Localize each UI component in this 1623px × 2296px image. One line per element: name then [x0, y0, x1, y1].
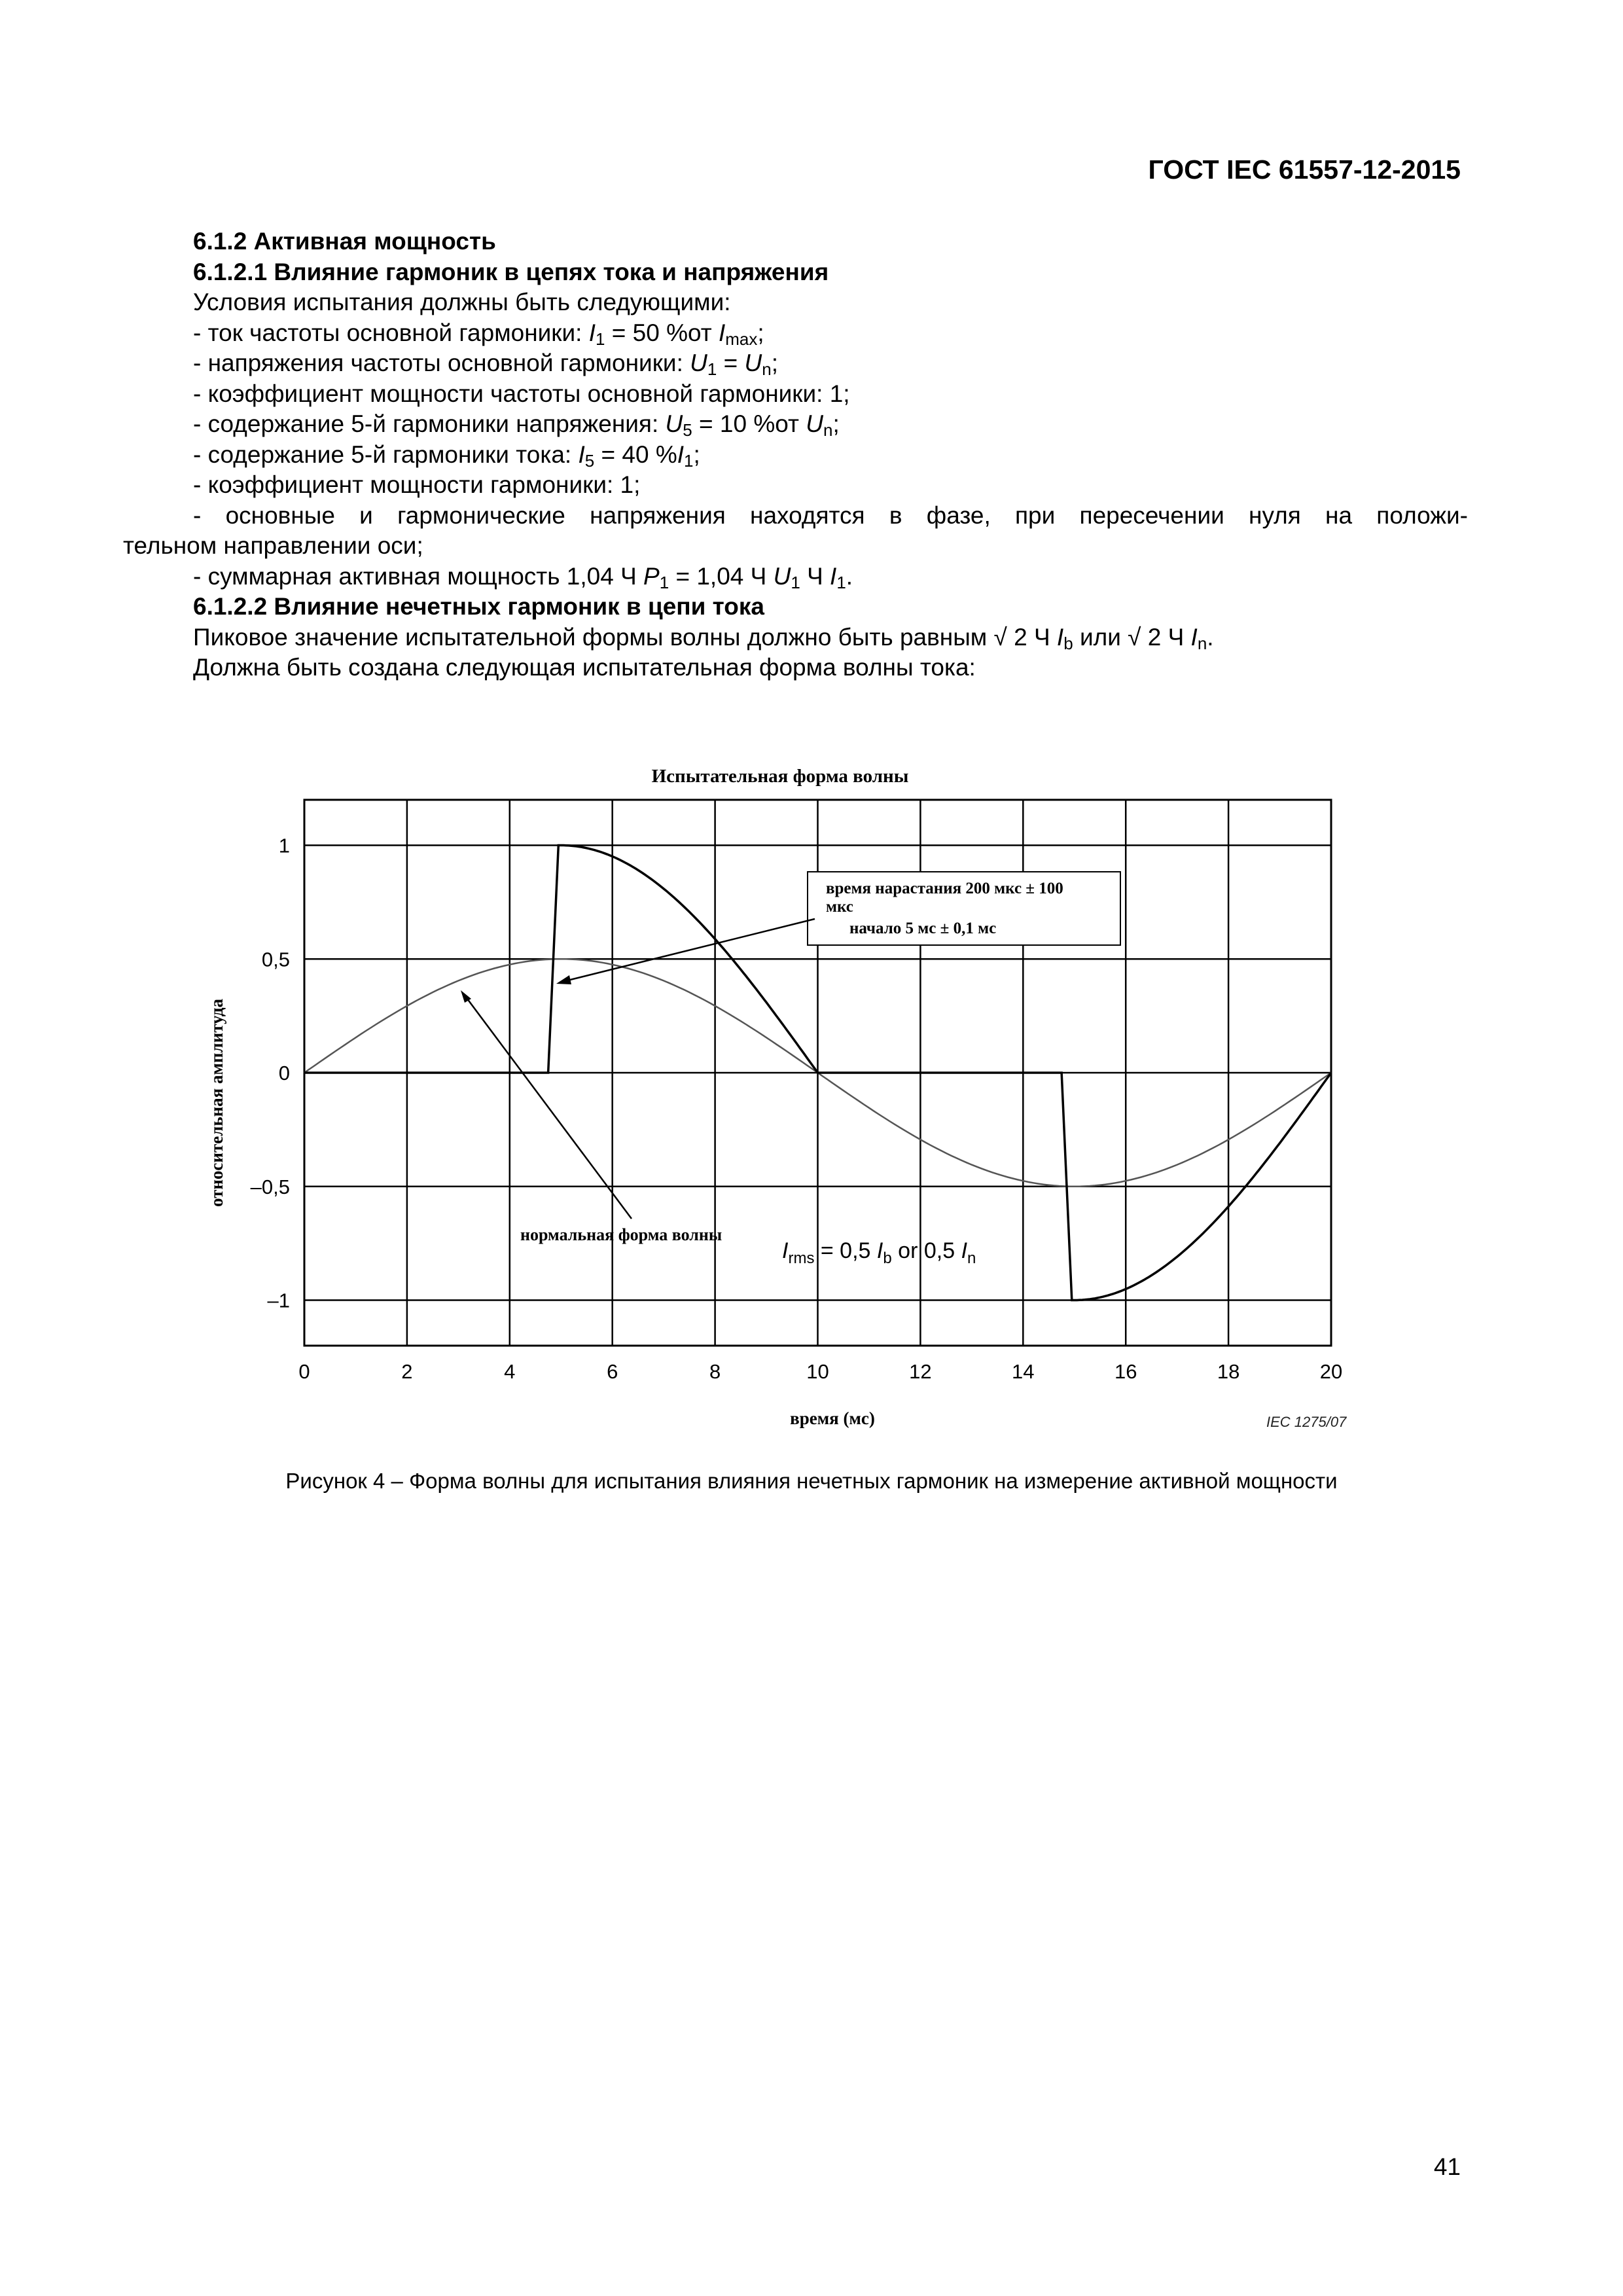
body-text	[123, 226, 1468, 683]
section-6-1-2-title: 6.1.2 Активная мощность	[193, 228, 496, 255]
y-tick-label: –0,5	[250, 1175, 290, 1198]
condition-item: - основные и гармонические напряжения находятся в фазе, при пересечении нуля на положи-	[193, 501, 1468, 529]
x-tick-label: 8	[709, 1360, 721, 1383]
section-6-1-2-1-title: 6.1.2.1 Влияние гармоник в цепях тока и напряжения	[193, 258, 829, 285]
condition-item: - ток частоты основной гармоники: $I_1 = 50$ %от $I_{max}$;	[193, 319, 764, 349]
conditions-intro: Условия испытания должны быть следующими:	[193, 289, 731, 315]
rise-time-arrowhead	[556, 975, 571, 984]
document-id: ГОСТ IEC 61557-12-2015	[1148, 154, 1461, 185]
x-tick-label: 14	[1012, 1360, 1035, 1383]
x-tick-label: 10	[806, 1360, 829, 1383]
page-number: 41	[1433, 2153, 1461, 2180]
iec-reference: IEC 1275/07	[1266, 1414, 1347, 1430]
figure-caption: Рисунок 4 – Форма волны для испытания влияния нечетных гармоник на измерение активной мощности	[285, 1469, 1338, 1493]
condition-item: - суммарная активная мощность 1,04 Ч $P_1 = 1,04$ Ч $U_1$ Ч $I_1$.	[193, 562, 853, 592]
y-axis-label: относительная амплитуда	[207, 998, 226, 1208]
rise-time-label-cont: мкс	[826, 898, 853, 916]
peak-value-text: Пиковое значение испытательной формы волны должно быть равным √ 2 Ч $I_b$ или √ 2 Ч $I_n$.	[193, 623, 1214, 653]
x-tick-label: 20	[1319, 1360, 1343, 1383]
x-tick-label: 2	[401, 1360, 413, 1383]
y-tick-label: 1	[278, 834, 290, 857]
x-ticks	[298, 1360, 1342, 1383]
y-tick-label: 0	[278, 1062, 290, 1085]
x-tick-label: 18	[1217, 1360, 1240, 1383]
x-tick-label: 0	[298, 1360, 310, 1383]
waveform-intro: Должна быть создана следующая испытательная форма волны тока:	[193, 654, 976, 681]
figure-4	[0, 746, 1623, 1466]
normal-wave-label: нормальная форма волны	[520, 1225, 722, 1244]
normal-wave-arrow	[463, 994, 632, 1219]
y-tick-label: –1	[267, 1289, 290, 1312]
start-time-label: начало 5 мс ± 0,1 мс	[849, 920, 997, 937]
x-tick-label: 16	[1114, 1360, 1137, 1383]
condition-item: - содержание 5-й гармоники тока: $I_5 = 40$ $\%I_1$;	[193, 440, 700, 471]
waveform-chart	[0, 746, 1623, 1466]
y-tick-label: 0,5	[261, 948, 290, 971]
x-tick-label: 4	[504, 1360, 516, 1383]
condition-item-continuation: тельном направлении оси;	[123, 532, 423, 559]
x-tick-label: 12	[909, 1360, 932, 1383]
condition-item: - содержание 5-й гармоники напряжения: $U_5 = 10$ %от $U_n$;	[193, 410, 840, 440]
rise-time-arrow	[560, 919, 815, 982]
rise-time-label: время нарастания 200 мкс ± 100	[826, 880, 1063, 897]
y-ticks	[251, 834, 290, 1312]
chart-title: Испытательная форма волны	[651, 766, 909, 787]
x-axis-label: время (мс)	[790, 1408, 875, 1428]
condition-item: - коэффициент мощности гармоники: 1;	[193, 471, 641, 498]
section-6-1-2-2-title: 6.1.2.2 Влияние нечетных гармоник в цепи тока	[193, 593, 764, 620]
x-tick-label: 6	[607, 1360, 618, 1383]
irms-label: $I_{rms} = 0,5$ $I_b$ or 0,5 $I_n$	[782, 1238, 976, 1267]
condition-item: - коэффициент мощности частоты основной гармоники: 1;	[193, 380, 850, 407]
condition-item: - напряжения частоты основной гармоники: $U_1 = U_n$;	[193, 350, 778, 379]
